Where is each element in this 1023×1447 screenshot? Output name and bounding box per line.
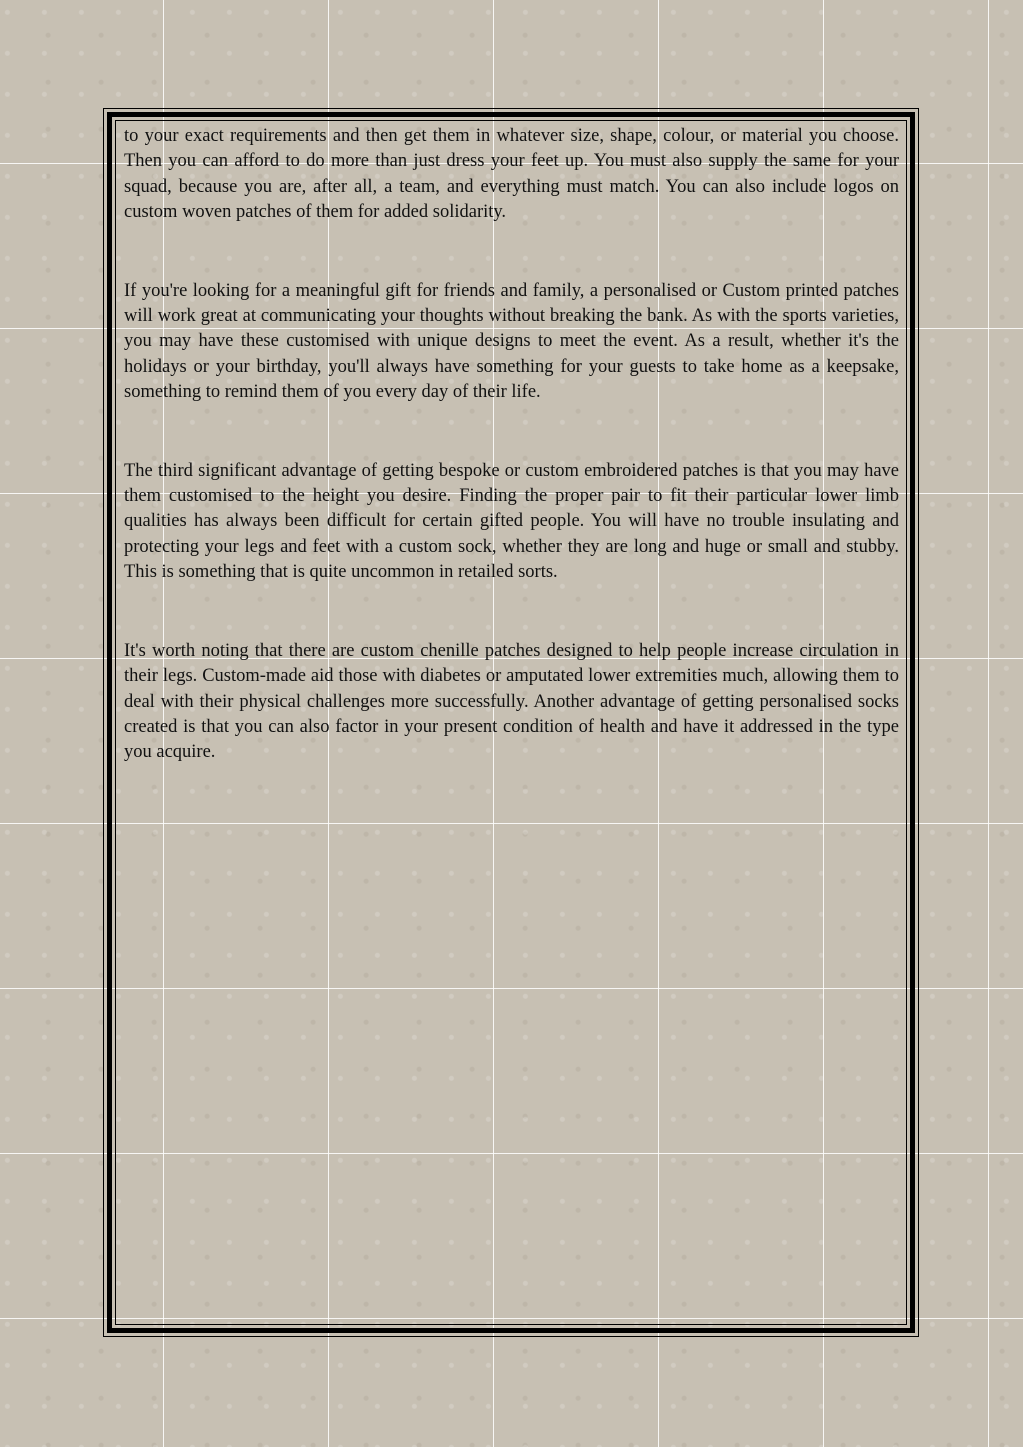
paragraph: The third significant advantage of getting bespoke or custom embroidered patches is that you may have them customised to the height you desire. Finding the proper pair to fit their particular lower limb qualities has always been difficult for certain gifted people. You will have no trouble insulating and protecting your legs and feet with a custom sock, whether they are long and huge or small and stubby. This is something that is quite uncommon in retailed sorts. xyxy=(124,460,899,583)
paragraph: It's worth noting that there are custom chenille patches designed to help people increase circulation in their legs. Custom-made aid those with diabetes or amputated lower extremities much, allowing them to deal with their physical challenges more successfully. Another advantage of getting personalised socks created is that you can also factor in your present condition of health and have it addressed in the type you acquire. xyxy=(124,640,899,763)
document-body xyxy=(124,124,899,819)
paragraph: If you're looking for a meaningful gift for friends and family, a personalised or Custom printed patches will work great at communicating your thoughts without breaking the bank. As with the sports varieties, you may have these customised with unique designs to meet the event. As a result, whether it's the holidays or your birthday, you'll always have something for your guests to take home as a keepsake, something to remind them of you every day of their life. xyxy=(124,280,899,403)
paragraph: to your exact requirements and then get them in whatever size, shape, colour, or material you choose. Then you can afford to do more than just dress your feet up. You must also supply the same for your squad, because you are, after all, a team, and everything must match. You can also include logos on custom woven patches of them for added solidarity. xyxy=(124,126,899,223)
